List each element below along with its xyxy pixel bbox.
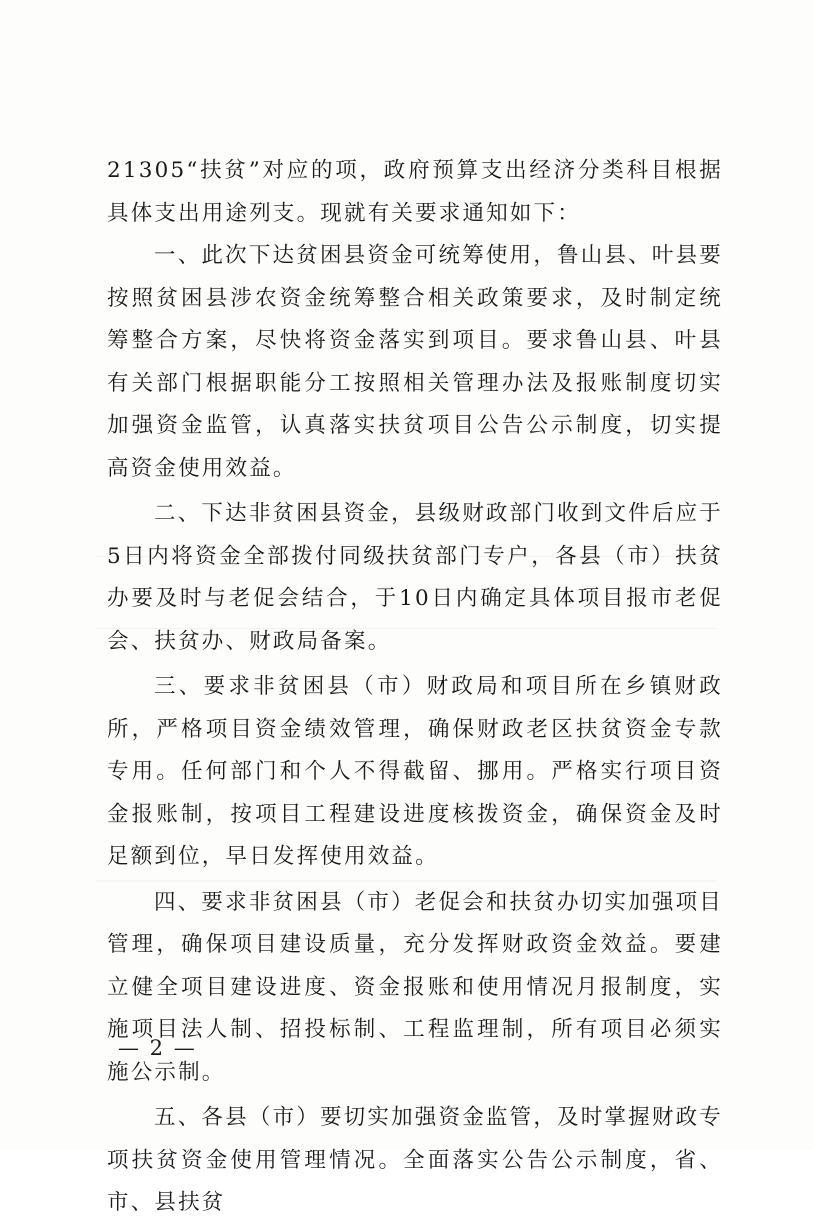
paragraph-item-2: 二、下达非贫困县资金，县级财政部门收到文件后应于5日内将资金全部拨付同级扶贫部门专户，各县（市）扶贫办要及时与老促会结合，于10日内确定具体项目报市老促会、扶贫办、财政局备案。 — [107, 501, 723, 654]
paragraph-item-3: 三、要求非贫困县（市）财政局和项目所在乡镇财政所，严格项目资金绩效管理，确保财政老区扶贫资金专款专用。任何部门和个人不得截留、挪用。严格实行项目资金报账制，按项目工程建设进度核拨资金，确保资金及时足额到位，早日发挥使用效益。 — [107, 674, 723, 869]
paragraph-item-4: 四、要求非贫困县（市）老促会和扶贫办切实加强项目管理，确保项目建设质量，充分发挥财政资金效益。要建立健全项目建设进度、资金报账和使用情况月报制度，实施项目法人制、招投标制、工程监理制，所有项目必须实施公示制。 — [107, 889, 723, 1085]
paragraph-intro-continuation: 21305“扶贫”对应的项，政府预算支出经济分类科目根据具体支出用途列支。现就有关要求通知如下： — [107, 158, 723, 226]
body-text — [107, 150, 723, 1225]
paragraph-item-5: 五、各县（市）要切实加强资金监管，及时掌握财政专项扶贫资金使用管理情况。全面落实公告公示制度，省、市、县扶贫 — [107, 1105, 723, 1215]
paragraph-item-1: 一、此次下达贫困县资金可统筹使用，鲁山县、叶县要按照贫困县涉农资金统筹整合相关政策要求，及时制定统筹整合方案，尽快将资金落实到项目。要求鲁山县、叶县有关部门根据职能分工按照相关管理办法及报账制度切实加强资金监管，认真落实扶贫项目公告公示制度，切实提高资金使用效益。 — [107, 243, 723, 481]
page-number: — 2 — — [118, 1036, 197, 1060]
